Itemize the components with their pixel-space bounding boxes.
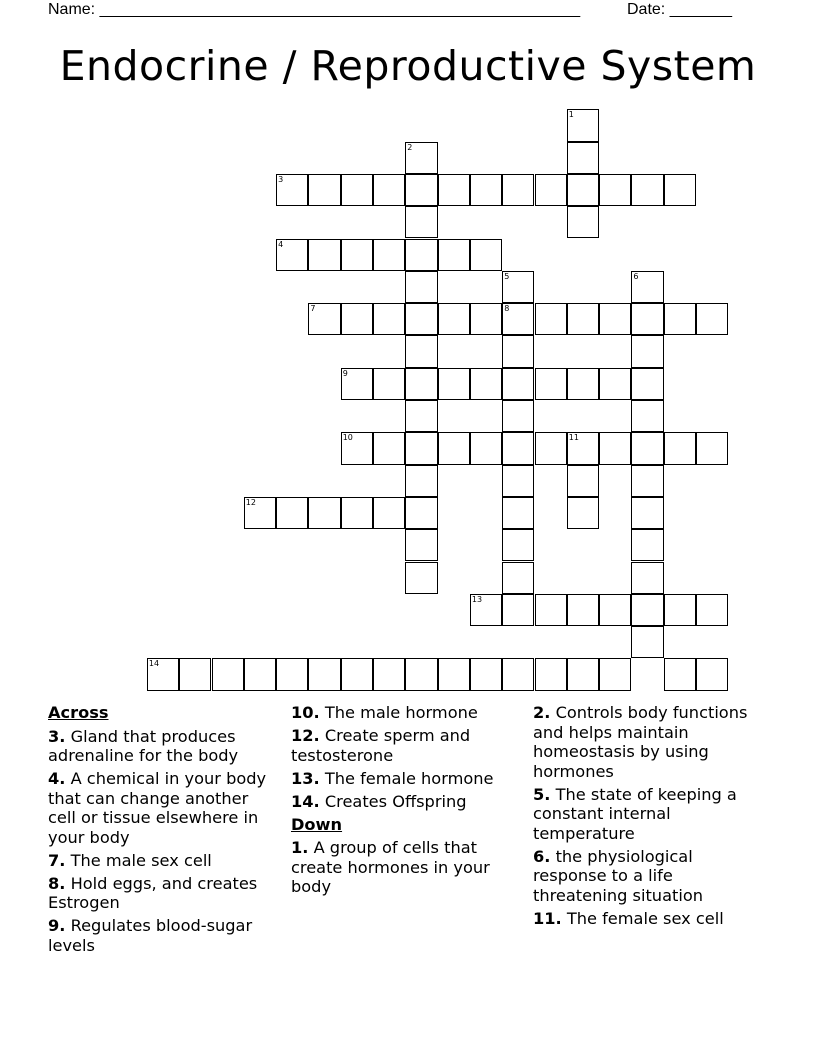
clue-number: 8 [504, 304, 510, 314]
clue-number: 3 [278, 174, 284, 184]
grid-cell[interactable] [373, 658, 405, 690]
grid-cell[interactable] [212, 658, 244, 690]
grid-cell[interactable] [631, 562, 663, 594]
grid-cell[interactable] [664, 594, 696, 626]
grid-cell[interactable] [405, 400, 437, 432]
grid-cell[interactable] [631, 368, 663, 400]
grid-cell[interactable] [502, 303, 534, 335]
grid-cell[interactable] [631, 335, 663, 367]
grid-cell[interactable] [599, 432, 631, 464]
grid-cell[interactable] [373, 432, 405, 464]
grid-cell[interactable] [664, 303, 696, 335]
grid-cell[interactable] [341, 239, 373, 271]
grid-cell[interactable] [696, 303, 728, 335]
grid-cell[interactable] [470, 303, 502, 335]
grid-cell[interactable] [373, 303, 405, 335]
grid-cell[interactable] [341, 658, 373, 690]
grid-cell[interactable] [631, 626, 663, 658]
grid-cell[interactable] [244, 658, 276, 690]
grid-cell[interactable] [308, 658, 340, 690]
grid-cell[interactable] [567, 303, 599, 335]
grid-cell[interactable] [631, 174, 663, 206]
grid-cell[interactable] [147, 658, 179, 690]
grid-cell[interactable] [308, 174, 340, 206]
grid-cell[interactable] [438, 368, 470, 400]
down-heading: Down [291, 814, 343, 834]
grid-cell[interactable] [373, 497, 405, 529]
grid-cell[interactable] [567, 368, 599, 400]
grid-cell[interactable] [244, 497, 276, 529]
grid-cell[interactable] [405, 368, 437, 400]
clue-number: 10 [342, 433, 353, 443]
grid-cell[interactable] [567, 432, 599, 464]
clue-across-7: 7. The male sex cell [48, 850, 212, 870]
clue-number: 1 [568, 110, 574, 120]
date-field[interactable]: Date: _______ [627, 1, 732, 18]
page-title: Endocrine / Reproductive System [59, 42, 757, 90]
grid-cell[interactable] [470, 368, 502, 400]
grid-cell[interactable] [405, 335, 437, 367]
grid-cell[interactable] [502, 400, 534, 432]
clue-number: 13 [471, 594, 483, 604]
grid-cell[interactable] [470, 658, 502, 690]
grid-cell[interactable] [438, 658, 470, 690]
grid-cell[interactable] [470, 174, 502, 206]
clue-number: 14 [148, 659, 160, 669]
clue-across-14: 14. Creates Offspring [291, 791, 467, 811]
grid-cell[interactable] [599, 368, 631, 400]
grid-cell[interactable] [341, 432, 373, 464]
grid-cell[interactable] [405, 174, 437, 206]
grid-cell[interactable] [535, 594, 567, 626]
grid-cell[interactable] [502, 432, 534, 464]
grid-cell[interactable] [405, 465, 437, 497]
grid-cell[interactable] [502, 497, 534, 529]
grid-cell[interactable] [567, 465, 599, 497]
clues-column-1 [48, 703, 278, 959]
grid-cell[interactable] [276, 658, 308, 690]
grid-cell[interactable] [502, 174, 534, 206]
grid-cell[interactable] [502, 271, 534, 303]
grid-cell[interactable] [405, 562, 437, 594]
grid-cell[interactable] [373, 368, 405, 400]
clue-down-6: 6. the physiological response to a life threatening situation [533, 846, 703, 905]
clue-across-12: 12. Create sperm and testosterone [291, 726, 471, 765]
grid-cell[interactable] [341, 497, 373, 529]
clue-across-8: 8. Hold eggs, and creates Estrogen [48, 873, 258, 912]
clue-number: 11 [568, 433, 579, 443]
grid-cell[interactable] [405, 206, 437, 238]
grid-cell[interactable] [664, 174, 696, 206]
name-field[interactable]: Name: ______________________________________________________ [48, 1, 581, 18]
grid-cell[interactable] [599, 658, 631, 690]
grid-cell[interactable] [631, 271, 663, 303]
grid-cell[interactable] [502, 594, 534, 626]
clue-across-4: 4. A chemical in your body that can change another cell or tissue elsewhere in your body [48, 769, 267, 847]
grid-cell[interactable] [535, 174, 567, 206]
grid-cell[interactable] [373, 239, 405, 271]
grid-cell[interactable] [179, 658, 211, 690]
grid-cell[interactable] [567, 497, 599, 529]
grid-cell[interactable] [276, 174, 308, 206]
grid-cell[interactable] [567, 658, 599, 690]
clue-number: 9 [342, 368, 348, 378]
grid-cell[interactable] [631, 497, 663, 529]
grid-cell[interactable] [341, 368, 373, 400]
grid-cell[interactable] [535, 368, 567, 400]
grid-cell[interactable] [567, 174, 599, 206]
clues-column-2 [291, 703, 521, 900]
grid-cell[interactable] [696, 658, 728, 690]
grid-cell[interactable] [696, 594, 728, 626]
clue-number: 12 [245, 497, 256, 507]
grid-cell[interactable] [405, 239, 437, 271]
grid-cell[interactable] [567, 594, 599, 626]
grid-cell[interactable] [502, 529, 534, 561]
grid-cell[interactable] [405, 271, 437, 303]
grid-cell[interactable] [438, 239, 470, 271]
grid-cell[interactable] [405, 432, 437, 464]
grid-cell[interactable] [405, 658, 437, 690]
grid-cell[interactable] [631, 400, 663, 432]
grid-cell[interactable] [405, 497, 437, 529]
clue-number: 4 [278, 239, 284, 249]
grid-cell[interactable] [631, 303, 663, 335]
grid-cell[interactable] [405, 142, 437, 174]
grid-cell[interactable] [405, 529, 437, 561]
grid-cell[interactable] [308, 239, 340, 271]
grid-cell[interactable] [341, 303, 373, 335]
grid-cell[interactable] [502, 562, 534, 594]
grid-cell[interactable] [567, 109, 599, 141]
clue-across-3: 3. Gland that produces adrenaline for the body [48, 726, 239, 765]
clue-across-9: 9. Regulates blood-sugar levels [48, 916, 253, 955]
clue-down-2: 2. Controls body functions and helps maintain homeostasis by using hormones [533, 703, 748, 781]
clue-across-10: 10. The male hormone [291, 703, 478, 722]
grid-cell[interactable] [470, 239, 502, 271]
grid-cell[interactable] [470, 432, 502, 464]
grid-cell[interactable] [438, 174, 470, 206]
grid-cell[interactable] [631, 594, 663, 626]
clue-number: 6 [633, 271, 639, 281]
grid-cell[interactable] [341, 174, 373, 206]
grid-cell[interactable] [599, 303, 631, 335]
grid-cell[interactable] [502, 465, 534, 497]
grid-cell[interactable] [535, 303, 567, 335]
grid-cell[interactable] [276, 239, 308, 271]
grid-cell[interactable] [599, 594, 631, 626]
grid-cell[interactable] [535, 658, 567, 690]
grid-cell[interactable] [664, 658, 696, 690]
grid-cell[interactable] [631, 432, 663, 464]
grid-cell[interactable] [276, 497, 308, 529]
clue-number: 5 [504, 271, 510, 281]
clue-down-1: 1. A group of cells that create hormones in your body [291, 838, 490, 896]
grid-cell[interactable] [599, 174, 631, 206]
grid-cell[interactable] [502, 368, 534, 400]
grid-cell[interactable] [438, 432, 470, 464]
grid-cell[interactable] [373, 174, 405, 206]
grid-cell[interactable] [567, 142, 599, 174]
grid-cell[interactable] [308, 303, 340, 335]
clue-number: 7 [310, 304, 316, 314]
clue-number: 2 [407, 142, 413, 152]
across-heading: Across [48, 703, 109, 722]
grid-cell[interactable] [438, 303, 470, 335]
clue-down-5: 5. The state of keeping a constant internal temperature [533, 784, 737, 843]
grid-cell[interactable] [631, 465, 663, 497]
grid-cell[interactable] [502, 658, 534, 690]
grid-cell[interactable] [470, 594, 502, 626]
grid-cell[interactable] [664, 432, 696, 464]
grid-cell[interactable] [567, 206, 599, 238]
grid-cell[interactable] [631, 529, 663, 561]
clue-across-13: 13. The female hormone [291, 768, 494, 788]
grid-cell[interactable] [535, 432, 567, 464]
clue-down-11: 11. The female sex cell [533, 908, 724, 928]
grid-cell[interactable] [502, 335, 534, 367]
grid-cell[interactable] [308, 497, 340, 529]
clues-column-3 [533, 703, 768, 932]
grid-cell[interactable] [405, 303, 437, 335]
grid-cell[interactable] [696, 432, 728, 464]
